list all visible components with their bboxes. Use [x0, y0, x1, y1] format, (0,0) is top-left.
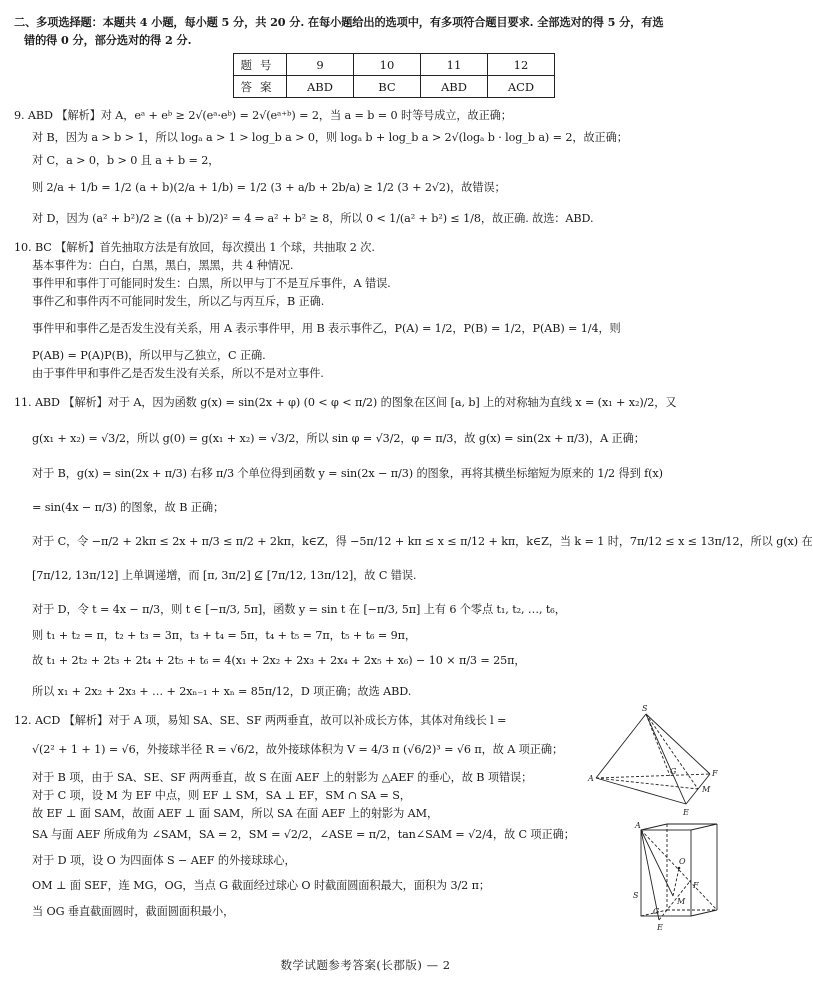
- page-footer: 数学试题参考答案(长郡版) — 2: [280, 958, 451, 972]
- table-cell-answer: ABD: [287, 76, 354, 98]
- fig2-label-m: M: [677, 897, 686, 906]
- q9-line1: 9. ABD 【解析】对 A，eᵃ + eᵇ ≥ 2√(eᵃ·eᵇ) = 2√(eᵃ⁺ᵇ) = 2，当 a = b = 0 时等号成立，故正确；: [14, 109, 512, 122]
- q12-line8: OM ⊥ 面 SEF，连 MG，OG，当点 G 截面经过球心 O 时截面圆面积最大，面积为 3/2 π；: [32, 879, 490, 892]
- section-header-line2: 错的得 0 分，部分选对的得 2 分.: [24, 33, 192, 47]
- table-label-answer: 答案: [234, 76, 287, 98]
- q9-line4: 则 2/a + 1/b = 1/2 (a + b)(2/a + 1/b) = 1/2 (3 + a/b + 2b/a) ≥ 1/2 (3 + 2√2)，故错误；: [32, 181, 506, 194]
- q9-line2: 对 B，因为 a > b > 1，所以 logₐ a > 1 > log_b a > 0，则 logₐ b + log_b a > 2√(logₐ b · log_b a) = 2，故正确；: [32, 131, 628, 144]
- fig1-label-a: A: [588, 774, 594, 783]
- q9-line3: 对 C，a > 0，b > 0 且 a + b = 2，: [32, 154, 220, 167]
- q10-line6: P(AB) = P(A)P(B)，所以甲与乙独立，C 正确.: [32, 349, 266, 362]
- fig1-label-e: E: [683, 808, 689, 817]
- fig2-label-g: G: [653, 907, 660, 916]
- fig2-label-f: F: [693, 881, 699, 890]
- q11-line9: 故 t₁ + 2t₂ + 2t₃ + 2t₄ + 2t₅ + t₆ = 4(x₁ + 2x₂ + 2x₃ + 2x₄ + 2x₅ + x₆) − 10 × π/3 = 25π，: [32, 654, 526, 667]
- q12-line9: 当 OG 垂直截面圆时，截面圆面积最小，: [32, 905, 235, 918]
- q12-line7: 对于 D 项，设 O 为四面体 S − AEF 的外接球球心，: [32, 854, 296, 867]
- fig2-label-o: O: [679, 857, 686, 866]
- q10-line1: 10. BC 【解析】首先抽取方法是有放回，每次摸出 1 个球，共抽取 2 次.: [14, 241, 375, 254]
- q10-line4: 事件乙和事件丙不可能同时发生，所以乙与丙互斥，B 正确.: [32, 295, 325, 308]
- fig1-label-s: S: [642, 704, 648, 713]
- q11-line1: 11. ABD 【解析】对于 A，因为函数 g(x) = sin(2x + φ) (0 < φ < π/2) 的图象在区间 [a, b] 上的对称轴为直线 x = (x₁ + x₂)/2，又: [14, 396, 677, 409]
- table-cell-answer: ABD: [421, 76, 488, 98]
- box-figure: [633, 822, 725, 934]
- tetrahedron-figure: [588, 704, 718, 820]
- table-cell-number: 10: [354, 54, 421, 76]
- sphere-center-point: [678, 867, 681, 870]
- fig1-label-f: F: [712, 769, 718, 778]
- fig1-label-m: M: [702, 785, 711, 794]
- q11-line8: 则 t₁ + t₂ = π，t₂ + t₃ = 3π，t₃ + t₄ = 5π，t₄ + t₅ = 7π，t₅ + t₆ = 9π，: [32, 629, 416, 642]
- q10-line7: 由于事件甲和事件乙是否发生没有关系，所以不是对立事件.: [32, 367, 324, 380]
- section-header-line1: 二、多项选择题：本题共 4 小题，每小题 5 分，共 20 分. 在每小题给出的选项中，有多项符合题目要求. 全部选对的得 5 分，有选: [14, 15, 664, 29]
- q12-line6: SA 与面 AEF 所成角为 ∠SAM，SA = 2，SM = √2/2，∠ASE = π/2，tan∠SAM = √2/4，故 C 项正确；: [32, 828, 575, 841]
- q12-line3: 对于 B 项，由于 SA、SE、SF 两两垂直，故 S 在面 AEF 上的射影为 △AEF 的垂心，故 B 项错误；: [32, 771, 533, 784]
- q12-line4: 对于 C 项，设 M 为 EF 中点，则 EF ⊥ SM，SA ⊥ EF，SM ∩ SA = S，: [32, 789, 411, 802]
- q11-line6: [7π/12, 13π/12] 上单调递增，而 [π, 3π/2] ⊈ [7π/12, 13π/12]，故 C 错误.: [32, 569, 417, 582]
- table-cell-answer: BC: [354, 76, 421, 98]
- table-cell-number: 9: [287, 54, 354, 76]
- q11-line3: 对于 B，g(x) = sin(2x + π/3) 右移 π/3 个单位得到函数 y = sin(2x − π/3) 的图象，再将其横坐标缩短为原来的 1/2 得到 f(x): [32, 467, 663, 480]
- q10-line2: 基本事件为：白白，白黑，黑白，黑黑，共 4 种情况.: [32, 259, 294, 272]
- q10-line5: 事件甲和事件乙是否发生没有关系，用 A 表示事件甲，用 B 表示事件乙，P(A) = 1/2，P(B) = 1/2，P(AB) = 1/4，则: [32, 322, 621, 335]
- q11-line10: 所以 x₁ + 2x₂ + 2x₃ + … + 2xₙ₋₁ + xₙ = 85π/12，D 项正确；故选 ABD.: [32, 685, 412, 698]
- answer-table-number-row: [234, 54, 555, 76]
- fig2-label-s: S: [633, 891, 639, 900]
- q11-line7: 对于 D，令 t = 4x − π/3，则 t ∈ [−π/3, 5π]，函数 y = sin t 在 [−π/3, 5π] 上有 6 个零点 t₁, t₂, …, t₆，: [32, 603, 566, 616]
- q12-line1: 12. ACD 【解析】对于 A 项，易知 SA、SE、SF 两两垂直，故可以补成长方体，其体对角线长 l =: [14, 714, 507, 727]
- q10-line3: 事件甲和事件丁可能同时发生：白黑，所以甲与丁不是互斥事件，A 错误.: [32, 277, 391, 290]
- q11-line4: = sin(4x − π/3) 的图象，故 B 正确；: [32, 501, 225, 514]
- q12-line5: 故 EF ⊥ 面 SAM，故面 AEF ⊥ 面 SAM，所以 SA 在面 AEF 上的射影为 AM，: [32, 807, 439, 820]
- table-label-number: 题号: [234, 54, 287, 76]
- table-cell-number: 11: [421, 54, 488, 76]
- q11-line2: g(x₁ + x₂) = √3/2，所以 g(0) = g(x₁ + x₂) = √3/2，所以 sin φ = √3/2，φ = π/3，故 g(x) = sin(2x + π/3)，A 正确；: [32, 432, 645, 445]
- answer-table: [233, 53, 555, 98]
- table-cell-answer: ACD: [488, 76, 555, 98]
- q12-line2: √(2² + 1 + 1) = √6，外接球半径 R = √6/2，故外接球体积为 V = 4/3 π (√6/2)³ = √6 π，故 A 项正确；: [32, 743, 564, 756]
- fig2-label-a: A: [635, 821, 641, 830]
- q9-line5: 对 D，因为 (a² + b²)/2 ≥ ((a + b)/2)² = 4 ⇒ a² + b² ≥ 8，所以 0 < 1/(a² + b²) ≤ 1/8，故正确. 故选：ABD.: [32, 212, 594, 225]
- fig1-label-g: G: [670, 767, 677, 776]
- q11-line5: 对于 C，令 −π/2 + 2kπ ≤ 2x + π/3 ≤ π/2 + 2kπ，k∈Z，得 −5π/12 + kπ ≤ x ≤ π/12 + kπ，k∈Z，当 k = 1 时，7π/12 ≤ x ≤ 13π/12，所以 g(x) 在: [32, 535, 813, 548]
- answer-table-answer-row: [234, 76, 555, 98]
- fig2-label-e: E: [657, 923, 663, 932]
- table-cell-number: 12: [488, 54, 555, 76]
